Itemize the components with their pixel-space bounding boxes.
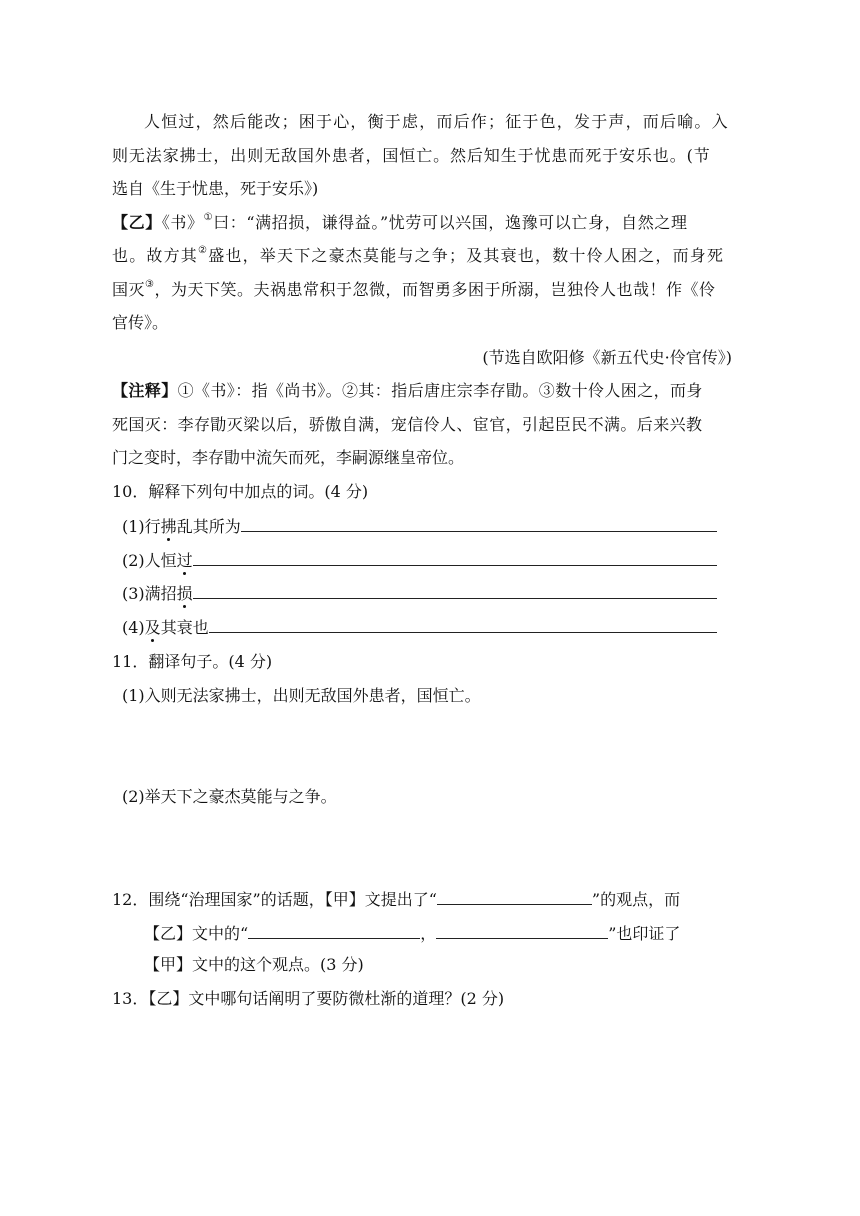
- q11-sentence-2: (2)举天下之豪杰莫能与之争。: [122, 787, 337, 806]
- q12-text: 12．围绕“治理国家”的话题，【甲】文提出了“: [112, 890, 437, 909]
- yi-text-line-2: [112, 246, 724, 266]
- jia-text-line-1: 人恒过，然后能改；困于心，衡于虑，而后作；征于色，发于声，而后喻。入: [144, 112, 729, 131]
- yi-label: 【乙】: [112, 213, 162, 232]
- footnote-mark-1: ①: [203, 212, 214, 223]
- answer-blank-3[interactable]: [193, 582, 717, 599]
- question-11-stem: 11．翻译句子。(4 分): [112, 652, 273, 671]
- yi-text: ，为天下笑。夫祸患常积于忽微，而智勇多困于所溺，岂独伶人也哉！作《伶: [154, 280, 716, 299]
- yi-text-line-3: [112, 280, 716, 300]
- q10-item-2: [122, 549, 717, 571]
- q12-text: ，: [420, 924, 437, 943]
- dotted-word: 损: [176, 584, 193, 603]
- q12-blank-1[interactable]: [437, 888, 592, 905]
- yi-text: 也。故方其: [112, 246, 199, 265]
- q12-text: ”也印证了: [608, 924, 681, 943]
- answer-blank-4[interactable]: [209, 616, 717, 633]
- item-prefix: (3)满招: [122, 584, 177, 603]
- yi-text: 盛也，举天下之豪杰莫能与之争；及其衰也，数十伶人困之，而身死: [208, 246, 725, 265]
- notes-text: ①《书》：指《尚书》。②其：指后唐庄宗李存勖。③数十伶人困之，而身: [177, 381, 703, 400]
- footnote-mark-2: ②: [198, 245, 209, 256]
- q12-text: 【乙】文中的“: [144, 924, 249, 943]
- yi-text-line-4: 官传》。: [112, 313, 169, 332]
- question-10-stem: 10．解释下列句中加点的词。(4 分): [112, 482, 369, 501]
- question-12-line-3: 【甲】文中的这个观点。(3 分): [144, 955, 364, 974]
- item-suffix: 乱其所为: [176, 517, 241, 536]
- yi-text-line-1: [112, 213, 688, 233]
- item-prefix: (1)行: [122, 517, 161, 536]
- notes-line-2: 死国灭：李存勖灭梁以后，骄傲自满，宠信伶人、宦官，引起臣民不满。后来兴教: [112, 415, 703, 434]
- notes-label: 【注释】: [112, 381, 178, 400]
- q12-blank-3[interactable]: [436, 922, 608, 939]
- yi-text: 国灭: [112, 280, 146, 299]
- question-12-line-1: [112, 888, 680, 910]
- yi-source: (节选自欧阳修《新五代史·伶官传》): [482, 348, 732, 367]
- jia-text-line-2: 则无法家拂士，出则无敌国外患者，国恒亡。然后知生于忧患而死于安乐也。(节: [112, 146, 711, 165]
- notes-line-3: 门之变时，李存勖中流矢而死，李嗣源继皇帝位。: [112, 448, 465, 467]
- q11-sentence-1: (1)入则无法家拂士，出则无敌国外患者，国恒亡。: [122, 686, 481, 705]
- item-prefix: (4): [122, 618, 145, 637]
- q10-item-1: [122, 515, 717, 537]
- item-suffix: 其衰也: [160, 618, 209, 637]
- question-12-line-2: [144, 922, 680, 944]
- dotted-word: 过: [176, 551, 193, 570]
- answer-blank-2[interactable]: [193, 549, 717, 566]
- item-prefix: (2)人恒: [122, 551, 177, 570]
- footnote-mark-3: ③: [145, 279, 155, 290]
- dotted-word: 拂: [160, 517, 177, 536]
- jia-source: 选自《生于忧患，死于安乐》): [112, 179, 319, 198]
- answer-blank-1[interactable]: [241, 515, 717, 532]
- yi-text: 曰：“满招损，谦得益。”忧劳可以兴国，逸豫可以亡身，自然之理: [213, 213, 688, 232]
- yi-book-title: 《书》: [161, 213, 204, 232]
- dotted-word: 及: [144, 618, 161, 637]
- q12-text: ”的观点，而: [591, 890, 681, 909]
- q10-item-3: [122, 582, 717, 604]
- notes-line-1: [112, 381, 703, 401]
- q12-blank-2[interactable]: [248, 922, 420, 939]
- q10-item-4: [122, 616, 717, 638]
- question-13-stem: 13．【乙】文中哪句话阐明了要防微杜渐的道理？(2 分): [112, 989, 505, 1008]
